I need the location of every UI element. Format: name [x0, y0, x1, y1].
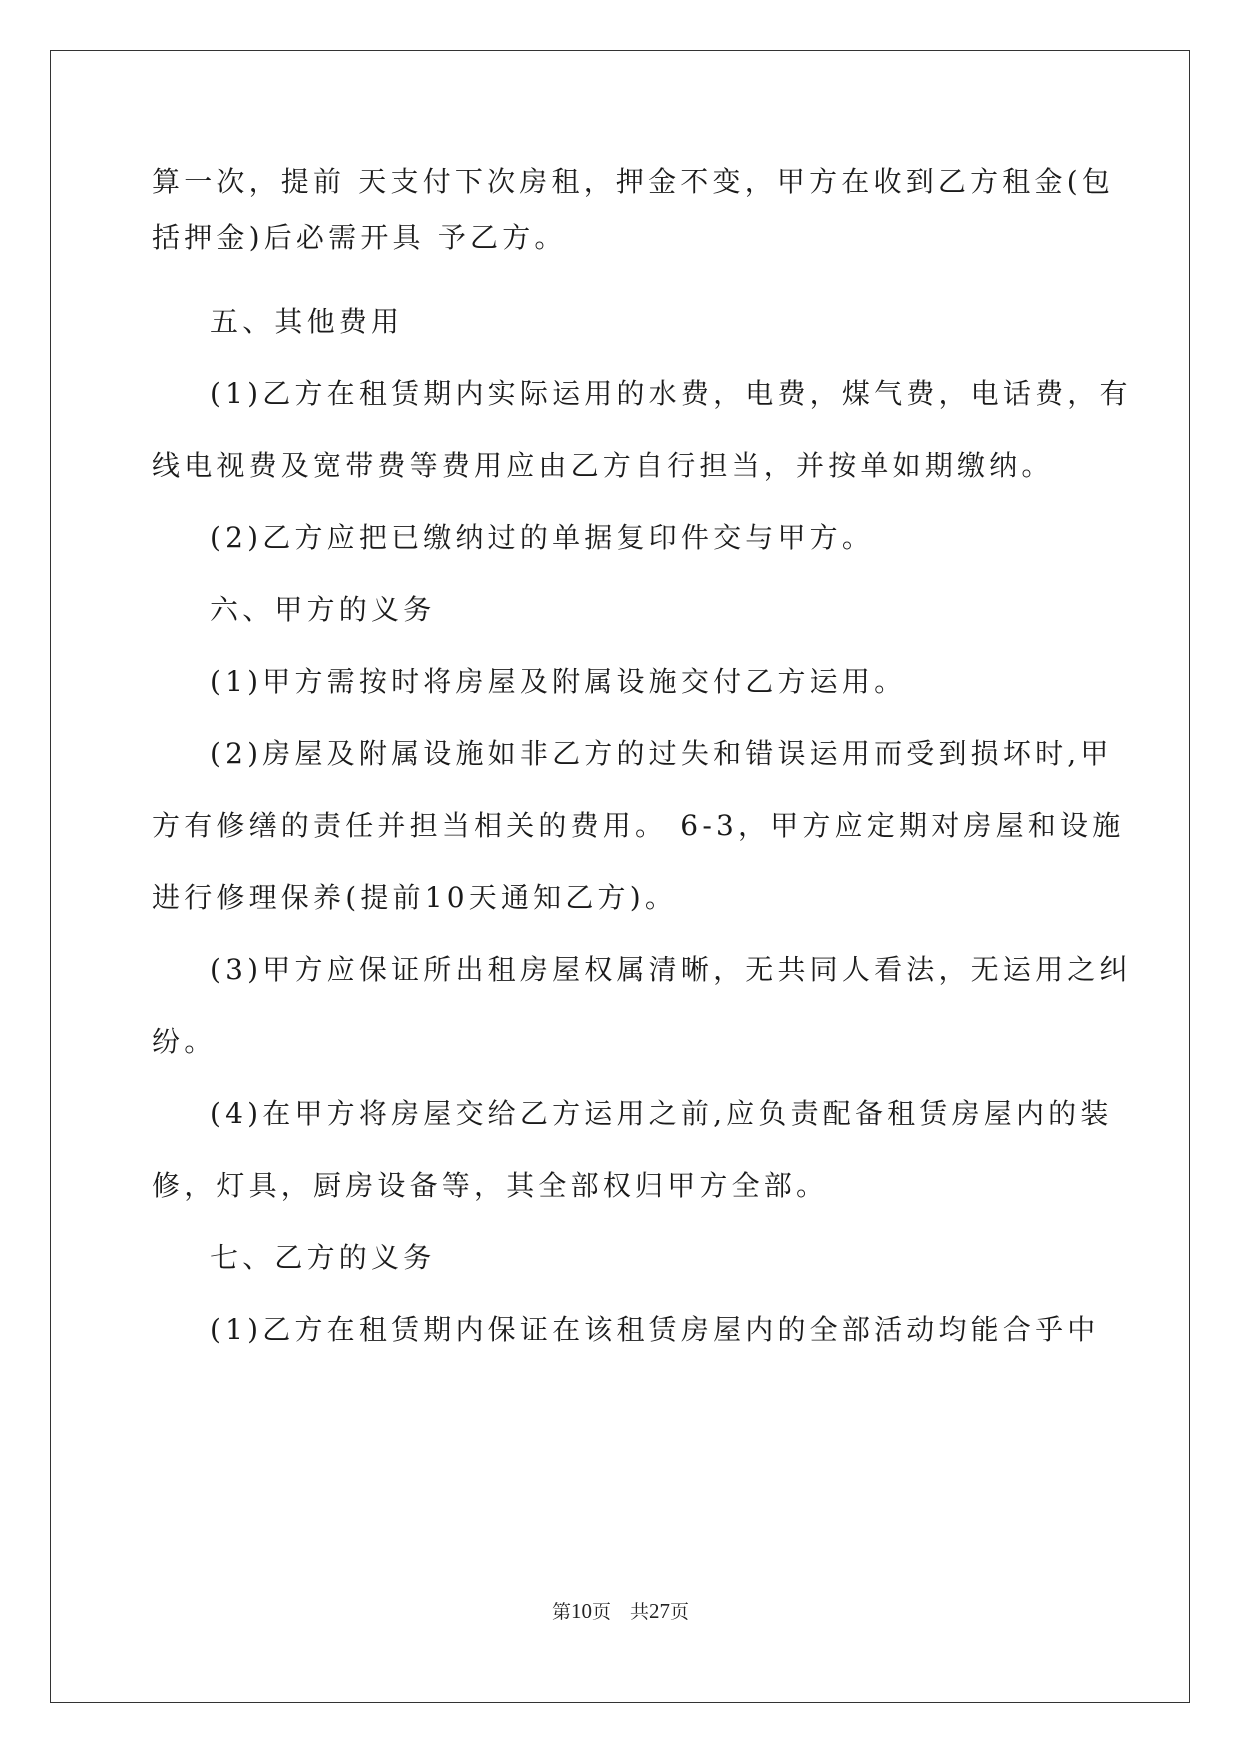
- section-heading-7: 七、乙方的义务: [210, 1241, 436, 1274]
- text-line-2: 括押金)后必需开具 予乙方。: [152, 221, 567, 254]
- text-line-15: 修，灯具，厨房设备等，其全部权归甲方全部。: [152, 1169, 829, 1202]
- text-line-9: (2)房屋及附属设施如非乙方的过失和错误运用而受到损坏时,甲: [210, 737, 1113, 770]
- text-line-17: (1)乙方在租赁期内保证在该租赁房屋内的全部活动均能合乎中: [210, 1313, 1100, 1346]
- text-line-11: 进行修理保养(提前10天通知乙方)。: [152, 881, 678, 914]
- page-footer: [0, 1597, 1241, 1624]
- section-heading-6: 六、甲方的义务: [210, 593, 436, 626]
- text-line-4: (1)乙方在租赁期内实际运用的水费，电费，煤气费，电话费，有: [210, 377, 1132, 410]
- text-line-10: 方有修缮的责任并担当相关的费用。 6-3，甲方应定期对房屋和设施: [152, 809, 1125, 842]
- page-suffix: 页: [670, 1601, 690, 1623]
- page-prefix: 第: [551, 1601, 571, 1623]
- text-line-13: 纷。: [152, 1025, 217, 1058]
- text-line-1: 算一次，提前 天支付下次房租，押金不变，甲方在收到乙方租金(包: [152, 165, 1115, 198]
- text-line-8: (1)甲方需按时将房屋及附属设施交付乙方运用。: [210, 665, 907, 698]
- page-mid: 页 共: [591, 1601, 649, 1623]
- section-heading-5: 五、其他费用: [210, 305, 404, 338]
- text-line-12: (3)甲方应保证所出租房屋权属清晰，无共同人看法，无运用之纠: [210, 953, 1132, 986]
- text-line-5: 线电视费及宽带费等费用应由乙方自行担当，并按单如期缴纳。: [152, 449, 1054, 482]
- page-current-number: 10: [570, 1599, 592, 1623]
- page-frame: [50, 50, 1190, 1703]
- text-line-14: (4)在甲方将房屋交给乙方运用之前,应负责配备租赁房屋内的装: [210, 1097, 1113, 1130]
- page-total-number: 27: [649, 1599, 670, 1623]
- text-line-6: (2)乙方应把已缴纳过的单据复印件交与甲方。: [210, 521, 875, 554]
